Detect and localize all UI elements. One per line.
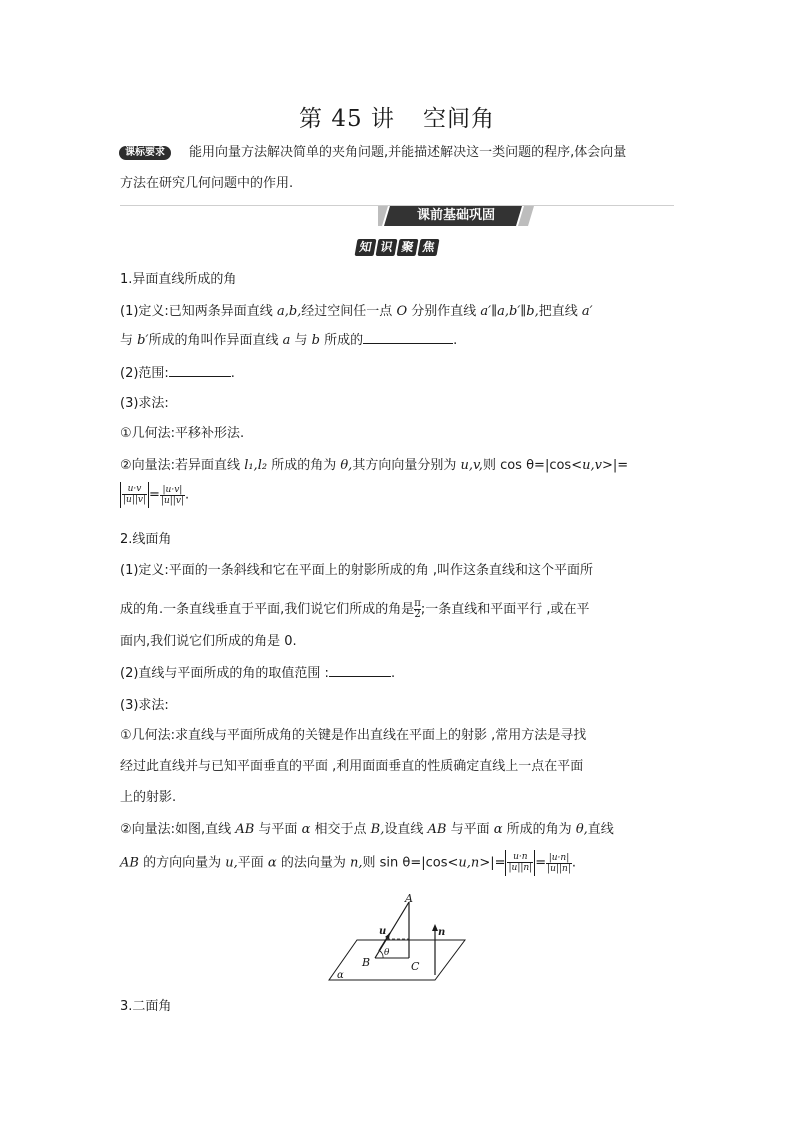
line-plane-angle-figure [325, 890, 475, 985]
answer-blank[interactable] [363, 331, 453, 344]
requirement-badge: 课标要求 [119, 146, 171, 160]
tag-char: 识 [376, 239, 398, 256]
knowledge-focus-tags [356, 239, 438, 256]
requirement-text-1: 能用向量方法解决简单的夹角问题,并能描述解决这一类问题的程序,体会向量 [189, 145, 627, 160]
label-A: A [405, 892, 413, 905]
label-C: C [411, 960, 420, 973]
s2-geometric-line2: 经过此直线并与已知平面垂直的平面 ,利用面面垂直的性质确定直线上一点在平面 [120, 759, 584, 774]
s2-vector-line2: AB 的方向向量为 u,平面 α 的法向量为 n,则 sin θ=|cos<u,n>|= $\frac{u\cdot n}{|u||n|}$ = $\frac{|u\cdot n|}{|u||n|}$ . [120, 850, 576, 877]
label-B: B [362, 956, 371, 969]
s2-vector-line1: ②向量法:如图,直线 AB 与平面 α 相交于点 B,设直线 AB 与平面 α 所成的角为 θ,直线 [120, 822, 614, 837]
angle-arc [380, 951, 383, 958]
s1-vector-method: ②向量法:若异面直线 l₁,l₂ 所成的角为 θ,其方向向量分别为 u,v,则 cos θ=|cos<u,v>|= [120, 458, 629, 473]
tag-char: 聚 [397, 239, 419, 256]
s3-heading: 3.二面角 [120, 999, 172, 1014]
tag-char: 焦 [418, 239, 440, 256]
answer-blank[interactable] [169, 364, 231, 377]
requirement-text-2: 方法在研究几何问题中的作用. [120, 176, 294, 191]
page-title [0, 100, 794, 133]
s1-method: (3)求法: [120, 396, 169, 411]
answer-blank[interactable] [329, 664, 391, 677]
s1-heading: 1.异面直线所成的角 [120, 272, 237, 287]
label-alpha: α [337, 970, 344, 981]
s2-range: (2)直线与平面所成的角的取值范围 : . [120, 666, 396, 681]
s2-definition-line2: 成的角.一条直线垂直于平面,我们说它们所成的角是 $\frac{\pi}{2}$ ;一条直线和平面平行 ,或在平 [120, 598, 590, 620]
label-theta: θ [384, 948, 390, 958]
s2-definition-line3: 面内,我们说它们所成的角是 0. [120, 634, 297, 649]
s2-geometric-line3: 上的射影. [120, 790, 177, 805]
label-u: u [379, 926, 387, 937]
s1-vector-formula: $\frac{u\cdot v}{|u||v|}$ = $\frac{|u\cdot v|}{|u||v|}$ . [120, 482, 189, 509]
s2-heading: 2.线面角 [120, 532, 172, 547]
lecture-topic: 空间角 [422, 106, 495, 132]
tag-char: 知 [355, 239, 377, 256]
s1-definition-line2: 与 b′所成的角叫作异面直线 a 与 b 所成的 . [120, 333, 458, 348]
s2-geometric-line1: ①几何法:求直线与平面所成角的关键是作出直线在平面上的射影 ,常用方法是寻找 [120, 728, 587, 743]
s1-range: (2)范围: . [120, 366, 235, 381]
s1-geometric-method: ①几何法:平移补形法. [120, 426, 245, 441]
s2-definition-line1: (1)定义:平面的一条斜线和它在平面上的射影所成的角 ,叫作这条直线和这个平面所 [120, 563, 594, 578]
s2-method: (3)求法: [120, 698, 169, 713]
s1-definition-line1: (1)定义:已知两条异面直线 a,b,经过空间任一点 O 分别作直线 a′∥a,b′∥b,把直线 a′ [120, 304, 593, 319]
lecture-number: 第 45 讲 [299, 106, 395, 132]
section-banner: 课前基础巩固 [416, 208, 495, 223]
label-n: n [438, 927, 446, 938]
